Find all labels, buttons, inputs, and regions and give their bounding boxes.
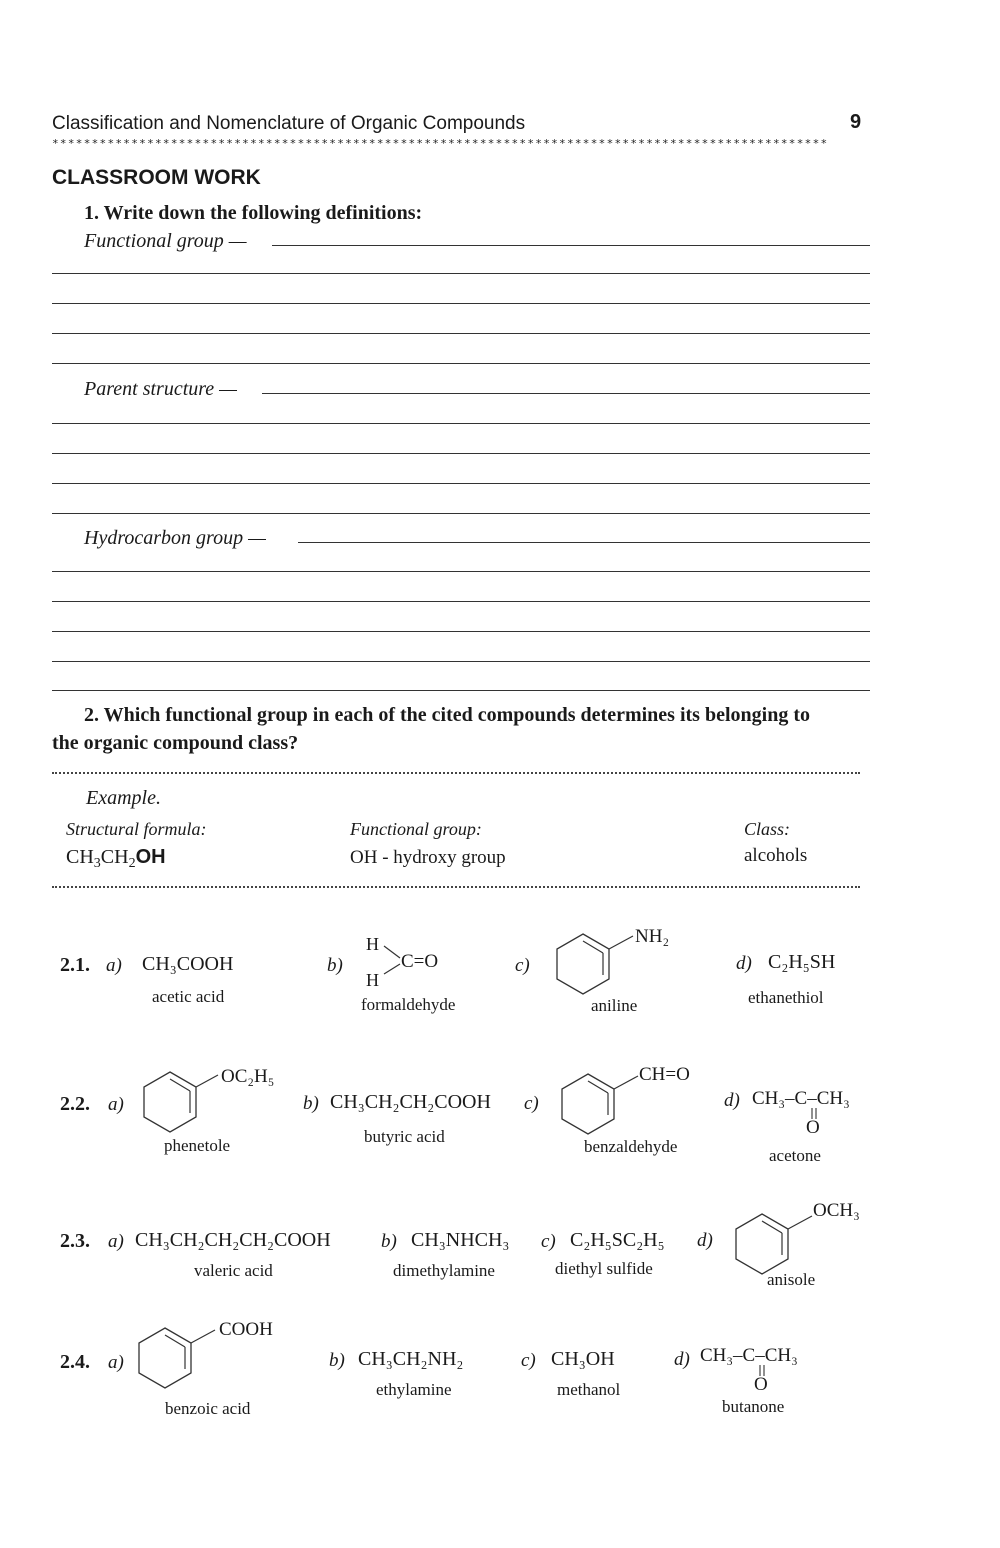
option-letter: a) xyxy=(108,1094,124,1115)
compound-formula: COOH xyxy=(219,1319,273,1340)
compound-name: butanone xyxy=(722,1397,785,1416)
answer-line[interactable] xyxy=(52,483,870,484)
benzene-ring-icon xyxy=(555,932,615,996)
compound-name: dimethylamine xyxy=(393,1261,495,1280)
dotted-divider xyxy=(52,886,860,888)
answer-line[interactable] xyxy=(52,513,870,514)
compound-formula: OC₂H₅ xyxy=(221,1066,275,1087)
compound-name: anisole xyxy=(767,1270,816,1289)
compound-formula: CH₃NHCH₃ xyxy=(411,1229,510,1251)
option-letter: c) xyxy=(521,1350,536,1371)
compound-formula: C=O xyxy=(401,951,439,972)
page-number: 9 xyxy=(850,111,862,133)
example-functional-group: OH - hydroxy group xyxy=(350,847,506,868)
example-formula: $CH_3CH_2OH$ xyxy=(66,846,166,871)
benzene-ring-icon xyxy=(734,1212,794,1276)
answer-line[interactable] xyxy=(52,363,870,364)
compound-name: formaldehyde xyxy=(361,995,456,1014)
answer-line[interactable] xyxy=(52,333,870,334)
col-functional-group: Functional group: xyxy=(350,819,482,839)
formaldehyde-h-top: H xyxy=(366,934,379,954)
term-parent-structure: Parent structure — xyxy=(84,378,237,400)
compound-name: phenetole xyxy=(164,1136,231,1155)
compound-name: acetic acid xyxy=(152,987,225,1006)
compound-formula: CH₃COOH xyxy=(142,953,234,975)
compound-formula: CH=O xyxy=(639,1064,690,1085)
answer-line[interactable] xyxy=(52,423,870,424)
answer-line[interactable] xyxy=(52,601,870,602)
item-number: 2.2. xyxy=(60,1093,90,1115)
option-letter: d) xyxy=(736,953,752,974)
compound-name: benzaldehyde xyxy=(584,1137,678,1156)
option-letter: d) xyxy=(724,1090,740,1111)
option-letter: d) xyxy=(697,1230,713,1251)
running-title: Classification and Nomenclature of Organic Compounds xyxy=(52,113,526,134)
col-class: Class: xyxy=(744,819,791,839)
compound-name: diethyl sulfide xyxy=(555,1259,653,1278)
compound-formula: CH₃OH xyxy=(551,1348,615,1370)
benzene-ring-icon xyxy=(560,1072,620,1136)
option-letter: b) xyxy=(327,955,343,976)
compound-formula: OCH₃ xyxy=(813,1200,860,1221)
answer-line[interactable] xyxy=(52,631,870,632)
example-label: Example. xyxy=(86,787,161,809)
option-letter: a) xyxy=(108,1352,124,1373)
carbonyl-oxygen: O xyxy=(806,1117,820,1138)
compound-formula: CH₃CH₂CH₂COOH xyxy=(330,1091,491,1113)
option-letter: b) xyxy=(329,1350,345,1371)
dotted-divider xyxy=(52,772,860,774)
q1-heading: 1. Write down the following definitions: xyxy=(84,202,423,224)
option-letter: a) xyxy=(108,1231,124,1252)
item-number: 2.3. xyxy=(60,1230,90,1252)
compound-name: methanol xyxy=(557,1380,621,1399)
option-letter: c) xyxy=(524,1093,539,1114)
compound-formula: C₂H₅SH xyxy=(768,951,836,973)
compound-formula: NH₂ xyxy=(635,926,670,947)
q2-heading-line1: 2. Which functional group in each of the cited compounds determines its belonging to xyxy=(84,704,810,726)
item-number: 2.4. xyxy=(60,1351,90,1373)
answer-line[interactable] xyxy=(272,245,870,246)
compound-name: benzoic acid xyxy=(165,1399,251,1418)
answer-line[interactable] xyxy=(52,303,870,304)
compound-formula: CH₃CH₂CH₂CH₂COOH xyxy=(135,1229,331,1251)
option-letter: b) xyxy=(303,1093,319,1114)
answer-line[interactable] xyxy=(52,661,870,662)
option-letter: a) xyxy=(106,955,122,976)
compound-formula: CH₃–C–CH₃ xyxy=(752,1088,850,1109)
formaldehyde-h-bottom: H xyxy=(366,970,379,990)
answer-line[interactable] xyxy=(52,690,870,691)
compound-formula: CH₃–C–CH₃ xyxy=(700,1345,798,1366)
answer-line[interactable] xyxy=(52,571,870,572)
col-structural-formula: Structural formula: xyxy=(66,819,207,839)
compound-name: ethanethiol xyxy=(748,988,824,1007)
q2-heading-line2: the organic compound class? xyxy=(52,732,299,754)
benzene-ring-icon xyxy=(137,1326,197,1390)
compound-name: ethylamine xyxy=(376,1380,452,1399)
compound-name: valeric acid xyxy=(194,1261,273,1280)
compound-name: butyric acid xyxy=(364,1127,445,1146)
section-title: CLASSROOM WORK xyxy=(52,166,261,189)
option-letter: b) xyxy=(381,1231,397,1252)
answer-line[interactable] xyxy=(52,273,870,274)
option-letter: c) xyxy=(515,955,530,976)
answer-line[interactable] xyxy=(52,453,870,454)
term-hydrocarbon-group: Hydrocarbon group — xyxy=(84,527,266,549)
compound-formula: C₂H₅SC₂H₅ xyxy=(570,1229,665,1251)
option-letter: d) xyxy=(674,1349,690,1370)
example-class: alcohols xyxy=(744,845,808,866)
star-divider: ************************************************************************************************** xyxy=(52,137,829,150)
carbonyl-oxygen: O xyxy=(754,1374,768,1395)
compound-name: aniline xyxy=(591,996,638,1015)
option-letter: c) xyxy=(541,1231,556,1252)
term-functional-group: Functional group — xyxy=(84,230,247,252)
compound-formula: CH₃CH₂NH₂ xyxy=(358,1348,464,1370)
benzene-ring-icon xyxy=(142,1070,202,1134)
answer-line[interactable] xyxy=(262,393,870,394)
answer-line[interactable] xyxy=(298,542,870,543)
item-number: 2.1. xyxy=(60,954,90,976)
compound-name: acetone xyxy=(769,1146,821,1165)
